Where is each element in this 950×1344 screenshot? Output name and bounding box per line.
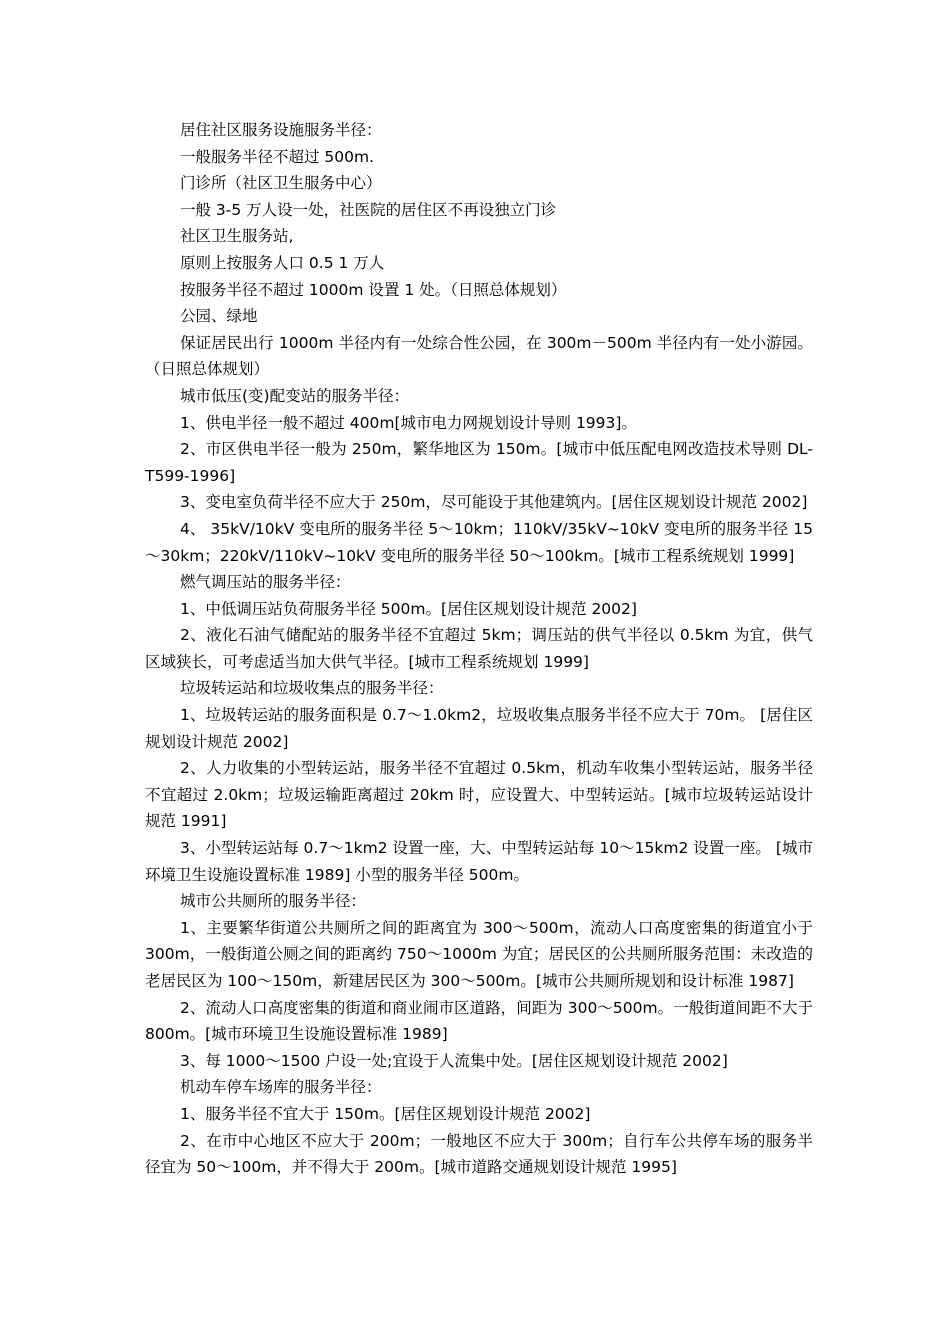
text-gas-2: 2、液化石油气储配站的服务半径不宜超过 5km；调压站的供气半径以 0.5km 为宜，供气区域狭长，可考虑适当加大供气半径。[城市工程系统规划 1999] [145,626,813,671]
heading-substation-radius: 城市低压(变)配变站的服务半径： [180,386,410,405]
text-substation-1: 1、供电半径一般不超过 400m[城市电力网规划设计导则 1993]。 [180,413,637,432]
text-substation-2: 2、市区供电半径一般为 250m，繁华地区为 150m。[城市中低压配电网改造技术导则 DL-T599-1996] [145,440,813,485]
heading-gas-station-radius: 燃气调压站的服务半径： [180,573,351,592]
text-gas-1: 1、中低调压站负荷服务半径 500m。[居住区规划设计规范 2002] [180,599,637,618]
text-general-radius: 一般服务半径不超过 500m. [180,147,375,166]
text-clinic-rule: 一般 3-5 万人设一处，社医院的居住区不再设独立门诊 [180,200,557,219]
text-parking-1: 1、服务半径不宜大于 150m。[居住区规划设计规范 2002] [180,1104,591,1123]
heading-toilet-radius: 城市公共厕所的服务半径： [180,892,367,911]
text-parking-2: 2、在市中心地区不应大于 200m；一般地区不应大于 300m；自行车公共停车场的服务半径宜为 50～100m，并不得大于 200m。[城市道路交通规划设计规范 1995] [145,1131,813,1177]
text-health-station-population: 原则上按服务人口 0.5 1 万人 [180,253,385,272]
text-garbage-1: 1、垃圾转运站的服务面积是 0.7～1.0km2，垃圾收集点服务半径不应大于 70m。 [居住区规划设计规范 2002] [145,706,813,751]
text-substation-4: 4、 35kV/10kV 变电所的服务半径 5～10km；110kV/35kV~10kV 变电所的服务半径 15～30km；220kV/110kV~10kV 变电所的服务半径 50～100km。[城市工程系统规划 1999] [145,519,813,565]
document-body [145,117,813,1181]
text-toilet-3: 3、每 1000～1500 户设一处;宜设于人流集中处。[居住区规划设计规范 2002] [180,1051,728,1070]
heading-park-green: 公园、绿地 [180,307,258,326]
heading-parking-radius: 机动车停车场库的服务半径： [180,1078,382,1097]
text-garbage-2: 2、人力收集的小型转运站，服务半径不宜超过 0.5km，机动车收集小型转运站，服务半径不宜超过 2.0km；垃圾运输距离超过 20km 时，应设置大、中型转运站。[城市垃圾转运站设计规范 1991] [145,759,813,831]
text-toilet-2: 2、流动人口高度密集的街道和商业闹市区道路，间距为 300～500m。一般街道间距不大于 800m。[城市环境卫生设施设置标准 1989] [145,998,813,1044]
text-health-station-radius: 按服务半径不超过 1000m 设置 1 处。（日照总体规划） [180,280,567,299]
heading-garbage-radius: 垃圾转运站和垃圾收集点的服务半径： [180,679,444,698]
text-garbage-3: 3、小型转运站每 0.7～1km2 设置一座，大、中型转运站每 10～15km2 设置一座。 [城市环境卫生设施设置标准 1989] 小型的服务半径 500m。 [145,839,813,884]
text-toilet-1: 1、主要繁华街道公共厕所之间的距离宜为 300～500m，流动人口高度密集的街道宜小于 300m，一般街道公厕之间的距离约 750～1000m 为宜；居民区的公共厕所服务范围：未改造的老居民区为 100～150m，新建居民区为 300～500m。[城市公共厕所规划和设计标准 1987] [145,918,813,990]
text-park-rule: 保证居民出行 1000m 半径内有一处综合性公园，在 300m－500m 半径内有一处小游园。（日照总体规划） [145,333,813,379]
text-substation-3: 3、变电室负荷半径不应大于 250m，尽可能设于其他建筑内。[居住区规划设计规范 2002] [180,493,808,512]
heading-community-service-radius: 居住社区服务设施服务半径： [180,121,382,139]
heading-health-station: 社区卫生服务站, [180,227,294,246]
heading-clinic: 门诊所（社区卫生服务中心） [180,174,382,193]
